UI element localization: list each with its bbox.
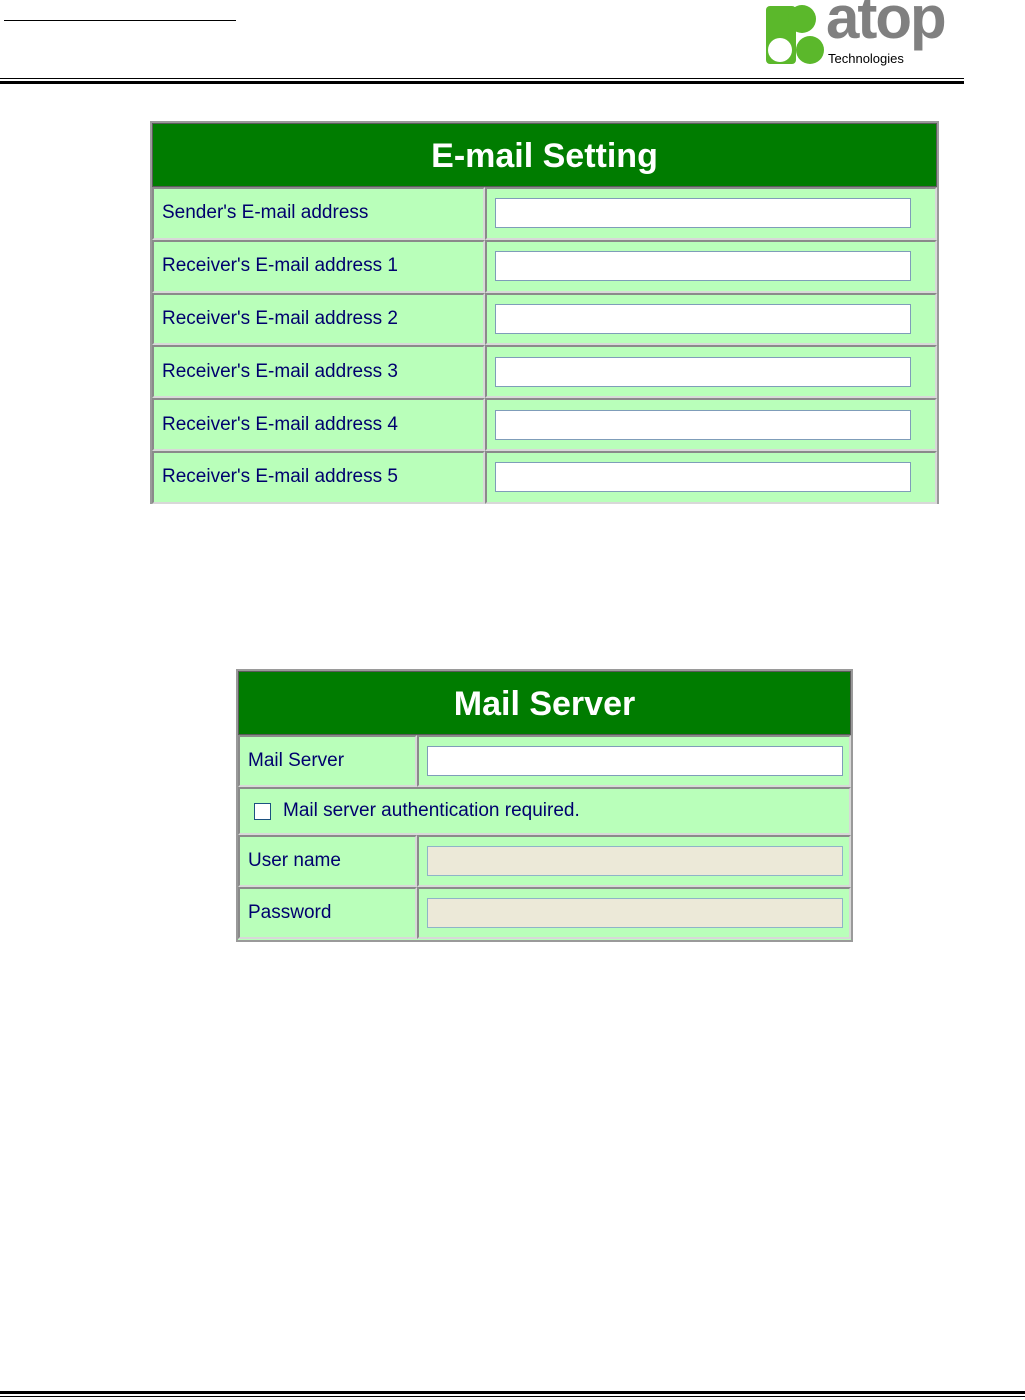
sender-email-input[interactable]	[495, 198, 911, 228]
company-logo	[766, 0, 966, 70]
table-row	[152, 451, 937, 504]
username-input[interactable]	[427, 846, 843, 876]
auth-required-checkbox[interactable]	[254, 803, 271, 820]
table-row	[152, 345, 937, 398]
table-row	[238, 787, 851, 835]
username-label: User name	[238, 835, 417, 887]
password-input[interactable]	[427, 898, 843, 928]
mail-server-table	[236, 669, 853, 942]
sender-email-label: Sender's E-mail address	[152, 187, 485, 240]
table-row	[152, 293, 937, 346]
logo-subtitle: Technologies	[828, 51, 904, 66]
header-short-rule	[4, 20, 236, 21]
header-rule	[0, 78, 964, 84]
email-setting-table	[150, 121, 939, 504]
logo-wordmark: atop	[826, 0, 945, 51]
table-row	[152, 240, 937, 293]
atop-logo-icon	[766, 4, 828, 66]
receiver-email-3-input[interactable]	[495, 357, 911, 387]
footer-rule	[0, 1391, 1025, 1397]
receiver-email-5-input[interactable]	[495, 462, 911, 492]
table-row	[238, 735, 851, 787]
auth-required-cell	[238, 787, 851, 835]
table-row	[238, 887, 851, 939]
mail-server-title: Mail Server	[238, 671, 851, 735]
receiver-email-1-label: Receiver's E-mail address 1	[152, 240, 485, 293]
mail-server-input[interactable]	[427, 746, 843, 776]
table-row	[152, 398, 937, 451]
table-row	[152, 187, 937, 240]
receiver-email-2-label: Receiver's E-mail address 2	[152, 293, 485, 346]
auth-required-label: Mail server authentication required.	[283, 800, 580, 821]
receiver-email-5-label: Receiver's E-mail address 5	[152, 451, 485, 504]
receiver-email-2-input[interactable]	[495, 304, 911, 334]
receiver-email-4-input[interactable]	[495, 410, 911, 440]
table-row	[238, 835, 851, 887]
receiver-email-4-label: Receiver's E-mail address 4	[152, 398, 485, 451]
receiver-email-1-input[interactable]	[495, 251, 911, 281]
password-label: Password	[238, 887, 417, 939]
mail-server-label: Mail Server	[238, 735, 417, 787]
receiver-email-3-label: Receiver's E-mail address 3	[152, 345, 485, 398]
email-setting-title: E-mail Setting	[152, 123, 937, 187]
